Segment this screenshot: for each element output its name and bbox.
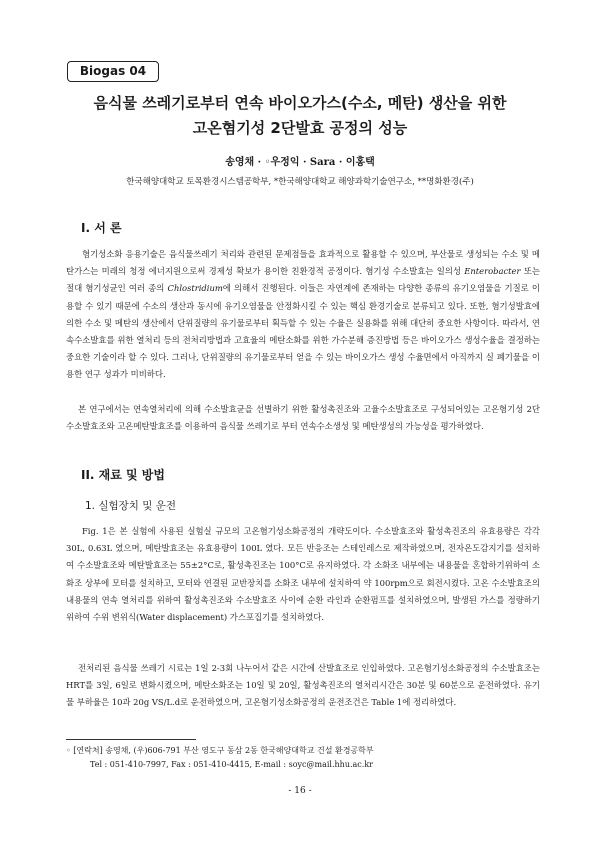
session-tag: Biogas 04 — [67, 61, 159, 82]
intro-paragraph-1: 혐기성소화 응용기술은 음식물쓰레기 처리와 관련된 문제점들을 효과적으로 활용할 수 있으며, 부산물로 생성되는 수소 및 메탄가스는 미래의 청정 에너지원으로써 경제성 확보가 용이한 친환경적 공정이다. 혐기성 수소발효는 일의성 Enterobacter 또는 절대 혐기성균인 여러 종의 Chlostridium에 의해서 진행된다. 이들은 자연계에 존재하는 다양한 종류의 유기오염물을 기질로 이용할 수 있기 때문에 수소의 생산과 동시에 유기오염물을 안정화시킬 수 있는 핵심 환경기술로 분류되고 있다. 또한, 혐기성발효에 의한 수소 및 메탄의 생산에서 단위질량의 유기물로부터 획득할 수 있는 수율은 실용화를 위해 대단히 중요한 사항이다. 따라서, 연속수소발효를 위한 열처리 등의 전처리방법과 고효율의 메탄소화를 위한 가수분해 증진방법 등은 바이오가스 생성수율을 결정하는 중요한 기술이라 할 수 있다. 그러나, 단위질량의 유기물로부터 얻을 수 있는 바이오가스 생성 수율면에서 아직까지 실 폐기물을 이용한 연구 성과가 미비하다. — [66, 249, 540, 380]
intro-paragraph-2: 본 연구에서는 연속열처리에 의해 수소발효균을 선별하기 위한 활성촉진조와 고율수소발효조로 구성되어있는 고온혐기성 2단 수소발효조와 고온메탄발효조를 이용하여 음식물 쓰레기로 부터 연속수소생성 및 메탄생성의 가능성을 평가하였다. — [66, 404, 540, 432]
section-heading-methods: II. 재료 및 방법 — [81, 468, 165, 482]
title-line-2: 고온혐기성 2단발효 공정의 성능 — [192, 119, 408, 137]
footnote-contact-details: Tel : 051-410-7997, Fax : 051-410-4415, E-mail : soyc@mail.hhu.ac.kr — [90, 760, 373, 769]
authors: 송영채 · ◦우정익 · Sara · 이홍택 — [225, 157, 375, 168]
footnote-rule — [66, 739, 196, 740]
term-enterobacter: Enterobacter — [464, 266, 521, 277]
page-number: - 16 - — [288, 786, 312, 796]
term-chlostridium: Chlostridium — [167, 283, 223, 294]
affiliation: 한국해양대학교 토목환경시스템공학부, *한국해양대학교 해양과학기술연구소, **명화환경(주) — [126, 177, 474, 187]
subsection-heading-apparatus: 1. 실험장치 및 운전 — [85, 500, 177, 512]
methods-paragraph-1: Fig. 1은 본 실험에 사용된 실험실 규모의 고온혐기성소화공정의 개략도이다. 수소발효조와 활성촉진조의 유효용량은 각각 30L, 0.63L 였으며, 메탄발효조는 유효용량이 100L 였다. 모든 반응조는 스테인레스로 제작하였으며, 전자온도감지기를 설치하여 수소발효조와 메탄발효조는 55±2°C로, 활성촉진조는 100°C로 유지하였다. 각 소화조 내부에는 내용물을 혼합하기위하여 소화조 상부에 모터를 설치하고, 모터와 연결된 교반장치를 소화조 내부에 설치하여 약 100rpm으로 회전시켰다. 고온 수소발효조의 내용물의 연속 열처리를 위하여 활성촉진조와 수소발효조 사이에 순환 라인과 순환펌프를 설치하였으며, 발생된 가스를 정량하기 위하여 수위 변위식(Water displacement) 가스포집기를 설치하였다. — [66, 526, 540, 623]
footnote-contact: ◦ [연락처] 송영채, (우)606-791 부산 영도구 동삼 2동 한국해양대학교 건설 환경공학부 — [66, 746, 374, 755]
section-heading-introduction: I. 서 론 — [81, 221, 122, 235]
methods-paragraph-2: 전처리된 음식물 쓰레기 시료는 1일 2-3회 나누어서 같은 시간에 산발효조로 인입하였다. 고온혐기성소화공정의 수소발효조는 HRT를 3일, 6일로 변화시켰으며, 메탄소화조는 10일 및 20일, 활성촉진조의 열처리시간은 30분 및 60분으로 운전하였다. 유기물 부하율은 10과 20g VS/L.d로 운전하였으며, 고온혐기성소화공정의 운전조건은 Table 1에 정리하였다. — [66, 663, 540, 708]
title-line-1: 음식물 쓰레기로부터 연속 바이오가스(수소, 메탄) 생산을 위한 — [93, 94, 507, 112]
